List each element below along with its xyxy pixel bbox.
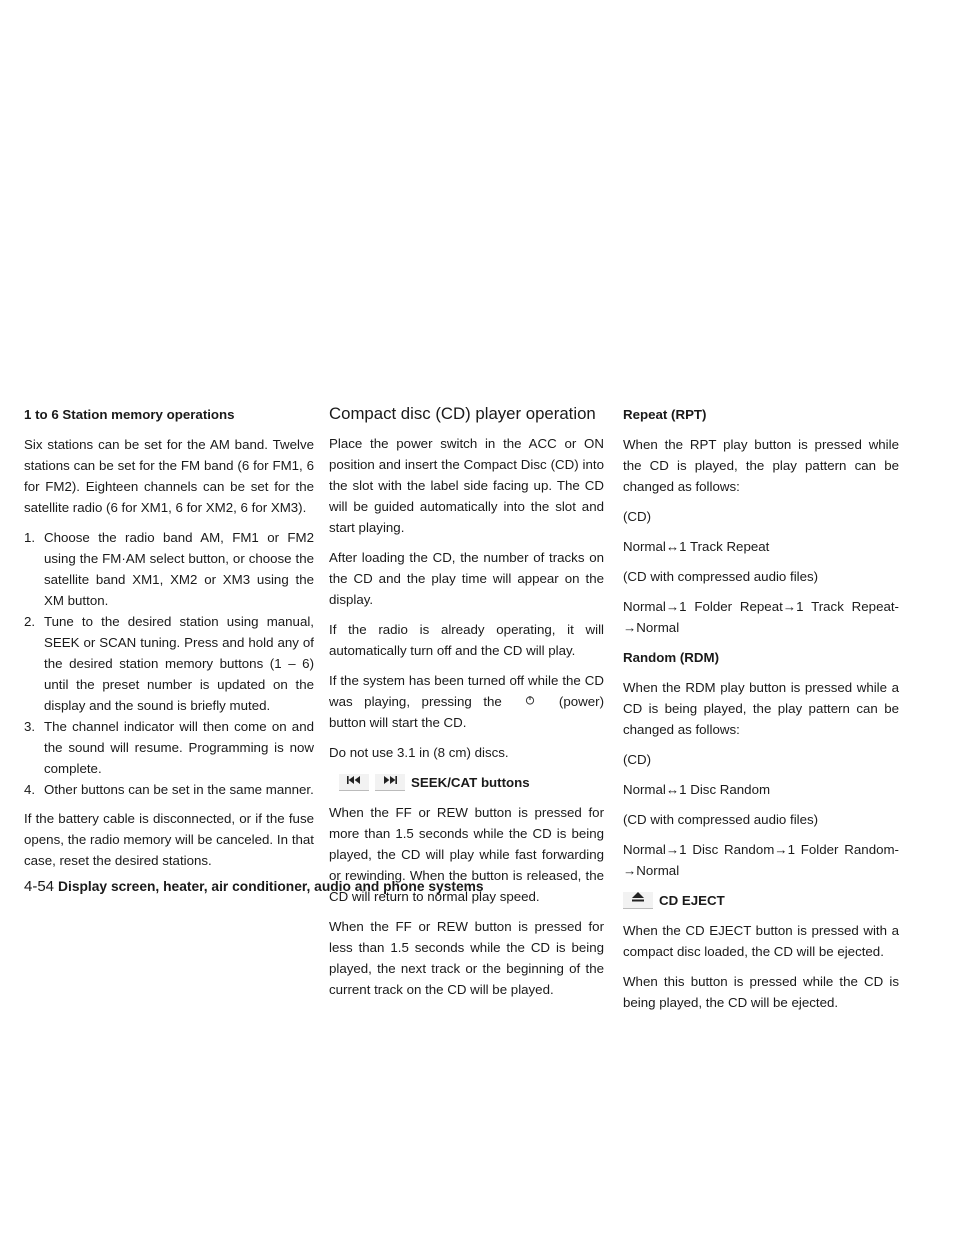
cd-eject-heading (623, 890, 899, 911)
label-compressed: (CD with compressed audio files) (623, 569, 819, 584)
paragraph-intro: Six stations can be set for the AM band. Twelve stations can be set for the FM band (6 for FM1, 6 for FM2). Eighteen channels can be set for the satellite radio (6 for XM1, 6 for XM2, 6 for XM3). (24, 437, 314, 515)
rewind-icon (339, 774, 369, 791)
list-item: 2. Tune to the desired station using manual, SEEK or SCAN tuning. Press and hold any of the desired station memory buttons (1 – 6) until the preset number is updated on the display and the sound is briefly muted. (24, 614, 314, 713)
paragraph: Do not use 3.1 in (8 cm) discs. (329, 745, 509, 760)
paragraph: When the FF or REW button is pressed for less than 1.5 seconds while the CD is being played, the next track or the beginning of the current track on the CD will be played. (329, 919, 604, 997)
page-footer (24, 876, 484, 897)
paragraph: When the RPT play button is pressed while the CD is played, the play pattern can be changed as follows: (623, 437, 899, 494)
page-number: 4-54 (24, 878, 55, 895)
paragraph-outro: If the battery cable is disconnected, or if the fuse opens, the radio memory will be canceled. In that case, reset the desired stations. (24, 811, 314, 868)
chapter-title: Display screen, heater, air conditioner, audio and phone systems (58, 879, 484, 894)
sequence-random-compressed: Normal→1 Disc Random→1 Folder Random-→Normal (623, 842, 899, 878)
list-item: 3. The channel indicator will then come on and the sound will resume. Programming is now complete. (24, 719, 314, 776)
seek-cat-heading (329, 772, 604, 793)
sequence-repeat-compressed: Normal→1 Folder Repeat→1 Track Repeat-→Normal (623, 599, 899, 635)
seek-cat-label: SEEK/CAT buttons (411, 775, 530, 790)
label-compressed: (CD with compressed audio files) (623, 812, 819, 827)
column-cd-player (329, 404, 604, 1009)
paragraph: When the RDM play button is pressed while a CD is being played, the play pattern can be changed as follows: (623, 680, 899, 737)
column-repeat-random (623, 404, 899, 1022)
paragraph: After loading the CD, the number of tracks on the CD and the play time will appear on the display. (329, 550, 604, 607)
paragraph: Place the power switch in the ACC or ON position and insert the Compact Disc (CD) into the slot with the label side facing up. The CD will be guided automatically into the slot and start playing. (329, 436, 604, 535)
paragraph: If the radio is already operating, it will automatically turn off and the CD will play. (329, 622, 604, 658)
eject-icon (623, 892, 653, 909)
section-heading-station-memory: 1 to 6 Station memory operations (24, 407, 235, 422)
steps-list (24, 527, 314, 800)
section-heading-random: Random (RDM) (623, 650, 720, 665)
list-item: 1. Choose the radio band AM, FM1 or FM2 using the FM·AM select button, or choose the satellite band XM1, XM2 or XM3 using the XM button. (24, 530, 314, 608)
section-heading-cd-player: Compact disc (CD) player operation (329, 404, 596, 423)
sequence-repeat-cd: Normal↔1 Track Repeat (623, 539, 770, 554)
label-cd: (CD) (623, 509, 652, 524)
label-cd: (CD) (623, 752, 652, 767)
column-station-memory (24, 404, 314, 880)
power-icon (513, 694, 547, 710)
sequence-random-cd: Normal↔1 Disc Random (623, 782, 771, 797)
paragraph: When this button is pressed while the CD is being played, the CD will be ejected. (623, 974, 899, 1010)
list-item: 4. Other buttons can be set in the same manner. (24, 782, 314, 797)
fast-forward-icon (375, 774, 405, 791)
paragraph: When the CD EJECT button is pressed with a compact disc loaded, the CD will be ejected. (623, 923, 899, 959)
paragraph: When the FF or REW button is pressed for more than 1.5 seconds while the CD is being played, the CD will play while fast forwarding or rewinding. When the button is released, the CD will return to normal play speed. (329, 805, 604, 904)
section-heading-repeat: Repeat (RPT) (623, 407, 707, 422)
paragraph-power: If the system has been turned off while the CD was playing, pressing the (power) button will start the CD. (329, 673, 604, 730)
cd-eject-label: CD EJECT (659, 893, 725, 908)
